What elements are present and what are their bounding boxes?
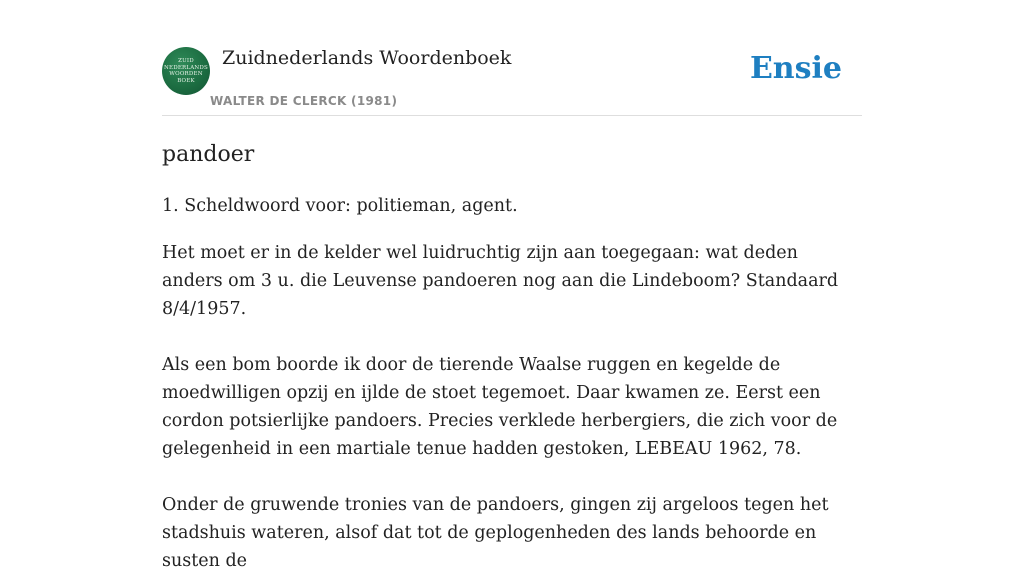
example-quote: Als een bom boorde ik door de tierende Waalse ruggen en kegelde de moedwilligen opzij en ijlde de stoet tegemoet. Daar kwamen ze. Eerst een cordon potsierlijke pandoers. Precies verklede herbergiers, die zich voor de gelegenheid in een martiale tenue hadden gestoken, LEBEAU 1962, 78. bbox=[162, 355, 838, 459]
ensie-brand-link[interactable]: Ensie bbox=[749, 51, 842, 86]
book-title-link[interactable]: Zuidnederlands Woordenboek bbox=[222, 47, 512, 69]
logo-text-line: ZUID bbox=[178, 58, 194, 64]
example-quote: Onder de gruwende tronies van de pandoers, gingen zij argeloos tegen het stadshuis wateren, alsof dat tot de geplogenheden des lands behoorde en susten de bbox=[162, 495, 829, 571]
logo-text-line: NEDERLANDS bbox=[163, 64, 208, 71]
logo-text-line: BOEK bbox=[177, 77, 195, 84]
author-label: WALTER DE CLERCK (1981) bbox=[210, 94, 398, 108]
book-logo[interactable] bbox=[162, 47, 210, 95]
logo-text-line: WOORDEN bbox=[169, 71, 203, 77]
page bbox=[162, 0, 862, 575]
entry-content bbox=[162, 142, 862, 575]
page-header bbox=[162, 0, 862, 116]
headword: pandoer bbox=[162, 142, 255, 167]
example-quote: Het moet er in de kelder wel luidruchtig zijn aan toegegaan: wat deden anders om 3 u. die Leuvense pandoeren nog aan die Lindeboom? Standaard 8/4/1957. bbox=[162, 243, 839, 319]
definition: 1. Scheldwoord voor: politieman, agent. bbox=[162, 196, 518, 216]
